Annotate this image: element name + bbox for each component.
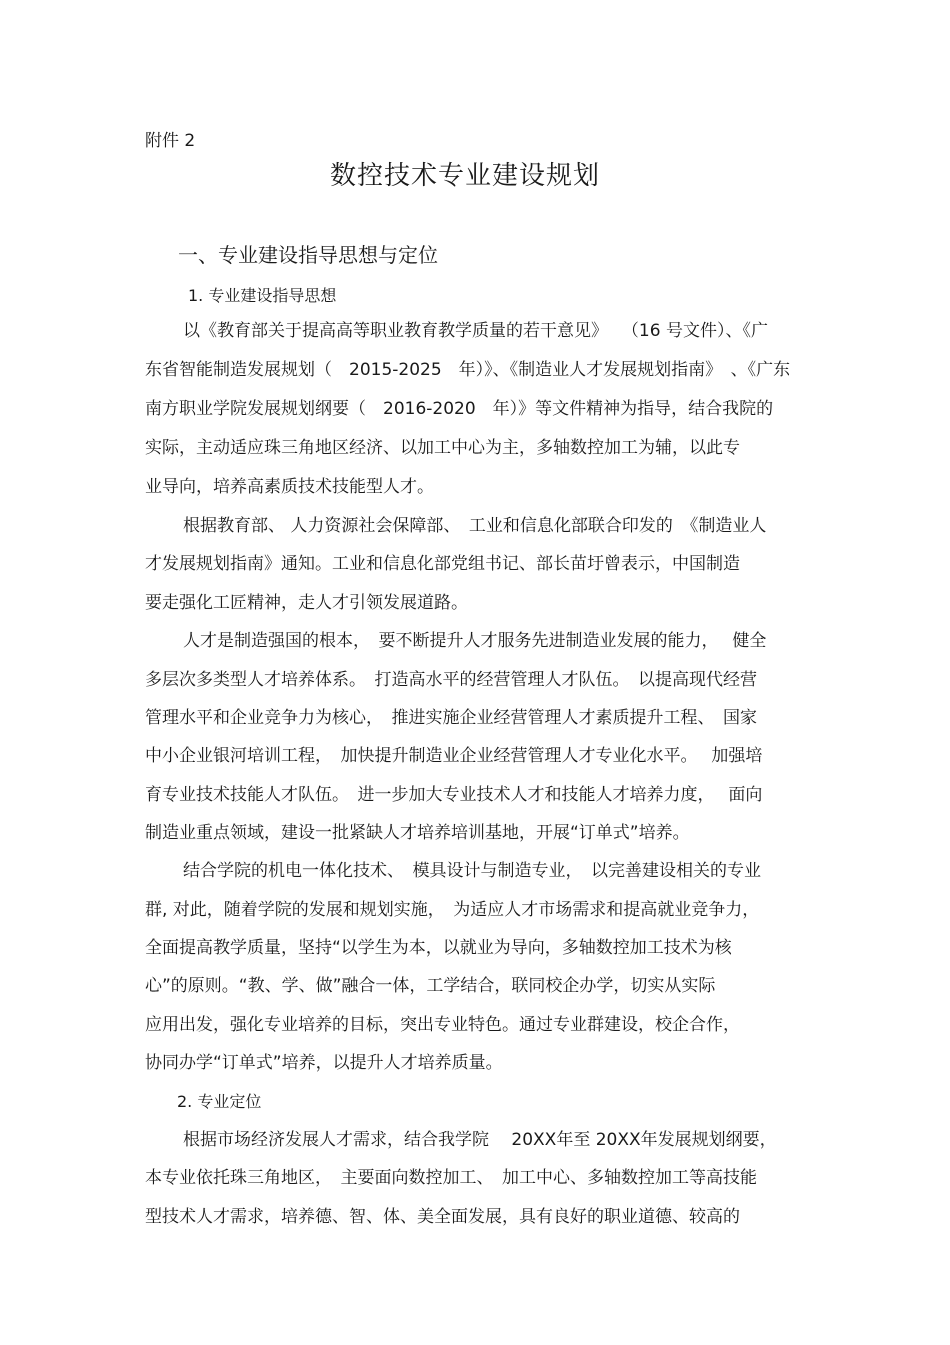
paragraph-line: 根据市场经济发展人才需求，结合我学院 20XX年至 20XX年发展规划纲要，: [183, 1130, 777, 1150]
paragraph-line: 东省智能制造发展规划（ 2015-2025 年）》、《制造业人才发展规划指南》 、《广东: [145, 360, 791, 380]
paragraph-line: 业导向，培养高素质技术技能型人才。: [145, 477, 434, 497]
paragraph-line: 根据教育部、 人力资源社会保障部、 工业和信息化部联合印发的 《制造业人: [183, 516, 767, 536]
paragraph-line: 制造业重点领域，建设一批紧缺人才培养培训基地，开展“订单式”培养。: [145, 823, 690, 843]
paragraph-line: 群, 对此，随着学院的发展和规划实施， 为适应人才市场需求和提高就业竞争力，: [145, 900, 760, 920]
paragraph-line: 以《教育部关于提高高等职业教育教学质量的若干意见》 （16 号文件）、《广: [183, 321, 768, 341]
subsection-heading: 1. 专业建设指导思想: [188, 286, 337, 305]
paragraph-line: 管理水平和企业竞争力为核心， 推进实施企业经营管理人才素质提升工程、 国家: [145, 708, 757, 728]
paragraph-line: 育专业技术技能人才队伍。 进一步加大专业技术人才和技能人才培养力度， 面向: [145, 785, 763, 805]
paragraph-line: 结合学院的机电一体化技术、 模具设计与制造专业， 以完善建设相关的专业: [183, 861, 761, 881]
paragraph-line: 本专业依托珠三角地区， 主要面向数控加工、 加工中心、多轴数控加工等高技能: [145, 1168, 757, 1188]
document-title: 数控技术专业建设规划: [329, 161, 600, 191]
paragraph-line: 实际，主动适应珠三角地区经济、以加工中心为主，多轴数控加工为辅，以此专: [145, 438, 740, 458]
section-heading: 一、专业建设指导思想与定位: [178, 243, 438, 267]
paragraph-line: 全面提高教学质量，坚持“以学生为本，以就业为导向，多轴数控加工技术为核: [145, 938, 732, 958]
paragraph-line: 应用出发，强化专业培养的目标，突出专业特色。通过专业群建设，校企合作，: [145, 1015, 740, 1035]
paragraph-line: 多层次多类型人才培养体系。 打造高水平的经营管理人才队伍。 以提高现代经营: [145, 670, 757, 690]
paragraph-line: 南方职业学院发展规划纲要（ 2016-2020 年）》等文件精神为指导，结合我院的: [145, 399, 774, 419]
paragraph-line: 才发展规划指南》通知。工业和信息化部党组书记、部长苗圩曾表示，中国制造: [145, 554, 740, 574]
attachment-label: 附件 2: [145, 131, 196, 151]
paragraph-line: 中小企业银河培训工程， 加快提升制造业企业经营管理人才专业化水平。 加强培: [145, 746, 763, 766]
subsection-heading: 2. 专业定位: [177, 1092, 262, 1111]
paragraph-line: 协同办学“订单式”培养，以提升人才培养质量。: [145, 1053, 503, 1073]
paragraph-line: 要走强化工匠精神，走人才引领发展道路。: [145, 593, 468, 613]
paragraph-line: 心”的原则。“教、学、做”融合一体，工学结合，联同校企办学，切实从实际: [145, 976, 716, 996]
paragraph-line: 型技术人才需求，培养德、智、体、美全面发展，具有良好的职业道德、较高的: [145, 1207, 740, 1227]
paragraph-line: 人才是制造强国的根本， 要不断提升人才服务先进制造业发展的能力， 健全: [183, 631, 767, 651]
